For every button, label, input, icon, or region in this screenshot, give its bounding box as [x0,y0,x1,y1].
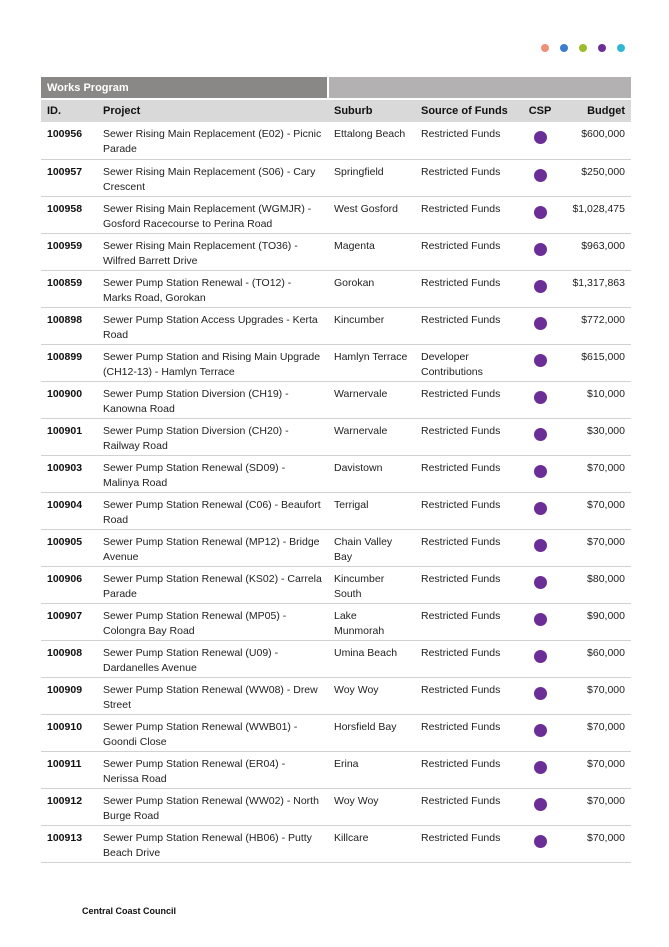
cell-csp [521,122,559,159]
cell-source: Restricted Funds [415,159,521,196]
csp-dot-icon [534,280,547,293]
table-title: Works Program [41,77,328,99]
table-row [41,677,631,714]
cell-source: Restricted Funds [415,529,521,566]
cell-budget: $615,000 [559,344,631,381]
cell-id: 100908 [41,640,97,677]
table-row [41,122,631,159]
cell-source: Restricted Funds [415,825,521,862]
cell-source: Restricted Funds [415,714,521,751]
cell-source: Restricted Funds [415,751,521,788]
cell-id: 100901 [41,418,97,455]
table-row [41,307,631,344]
cell-project: Sewer Pump Station Renewal (WW02) - North Burge Road [97,788,328,825]
cell-suburb: Woy Woy [328,788,415,825]
csp-dot-icon [534,724,547,737]
table-row [41,714,631,751]
cell-suburb: Gorokan [328,270,415,307]
cell-budget: $70,000 [559,529,631,566]
cell-budget: $1,317,863 [559,270,631,307]
cell-id: 100957 [41,159,97,196]
cell-csp [521,233,559,270]
cell-budget: $70,000 [559,455,631,492]
csp-dot-icon [534,835,547,848]
table-title-row [41,77,631,99]
cell-csp [521,270,559,307]
cell-csp [521,788,559,825]
cell-project: Sewer Pump Station Renewal (MP05) - Colongra Bay Road [97,603,328,640]
cell-suburb: Umina Beach [328,640,415,677]
table-row [41,270,631,307]
cell-project: Sewer Pump Station Renewal (U09) - Dardanelles Avenue [97,640,328,677]
cell-project: Sewer Pump Station Diversion (CH20) - Railway Road [97,418,328,455]
table-row [41,529,631,566]
cell-id: 100906 [41,566,97,603]
cell-project: Sewer Pump Station Access Upgrades - Kerta Road [97,307,328,344]
csp-dot-icon [534,539,547,552]
cell-project: Sewer Pump Station Renewal (C06) - Beaufort Road [97,492,328,529]
cell-source: Restricted Funds [415,455,521,492]
cell-budget: $30,000 [559,418,631,455]
cell-id: 100959 [41,233,97,270]
header-project: Project [97,99,328,122]
csp-dot-icon [534,206,547,219]
cell-project: Sewer Rising Main Replacement (E02) - Picnic Parade [97,122,328,159]
cell-csp [521,640,559,677]
cell-source: Restricted Funds [415,270,521,307]
cell-project: Sewer Pump Station Renewal (WW08) - Drew Street [97,677,328,714]
cell-suburb: Springfield [328,159,415,196]
cell-suburb: Chain Valley Bay [328,529,415,566]
cell-csp [521,344,559,381]
cell-budget: $70,000 [559,714,631,751]
cell-budget: $70,000 [559,751,631,788]
cell-budget: $80,000 [559,566,631,603]
cell-suburb: West Gosford [328,196,415,233]
cell-source: Restricted Funds [415,677,521,714]
cell-id: 100907 [41,603,97,640]
cell-source: Restricted Funds [415,492,521,529]
cell-project: Sewer Pump Station Renewal (ER04) - Nerissa Road [97,751,328,788]
cell-project: Sewer Rising Main Replacement (TO36) - Wilfred Barrett Drive [97,233,328,270]
cell-project: Sewer Pump Station Diversion (CH19) - Kanowna Road [97,381,328,418]
cell-csp [521,751,559,788]
csp-dot-icon [534,798,547,811]
dot-icon [598,44,606,52]
csp-dot-icon [534,761,547,774]
cell-project: Sewer Pump Station and Rising Main Upgrade (CH12-13) - Hamlyn Terrace [97,344,328,381]
cell-source: Restricted Funds [415,233,521,270]
table-row [41,788,631,825]
cell-id: 100911 [41,751,97,788]
cell-suburb: Woy Woy [328,677,415,714]
cell-budget: $70,000 [559,492,631,529]
cell-budget: $250,000 [559,159,631,196]
cell-budget: $70,000 [559,677,631,714]
cell-budget: $600,000 [559,122,631,159]
cell-csp [521,418,559,455]
cell-source: Restricted Funds [415,603,521,640]
cell-project: Sewer Pump Station Renewal (WWB01) - Goondi Close [97,714,328,751]
cell-csp [521,603,559,640]
cell-id: 100909 [41,677,97,714]
dot-icon [541,44,549,52]
csp-dot-icon [534,465,547,478]
cell-budget: $70,000 [559,788,631,825]
cell-suburb: Horsfield Bay [328,714,415,751]
csp-dot-icon [534,243,547,256]
cell-id: 100898 [41,307,97,344]
cell-suburb: Erina [328,751,415,788]
cell-id: 100913 [41,825,97,862]
cell-project: Sewer Pump Station Renewal - (TO12) - Marks Road, Gorokan [97,270,328,307]
cell-source: Restricted Funds [415,640,521,677]
cell-project: Sewer Pump Station Renewal (KS02) - Carrela Parade [97,566,328,603]
cell-project: Sewer Rising Main Replacement (WGMJR) - Gosford Racecourse to Perina Road [97,196,328,233]
csp-dot-icon [534,576,547,589]
dot-icon [617,44,625,52]
cell-project: Sewer Rising Main Replacement (S06) - Cary Crescent [97,159,328,196]
header-csp: CSP [521,99,559,122]
csp-dot-icon [534,613,547,626]
table-row [41,603,631,640]
csp-dot-icon [534,391,547,404]
csp-dot-icon [534,169,547,182]
cell-suburb: Hamlyn Terrace [328,344,415,381]
table-row [41,825,631,862]
table-body [41,122,631,862]
table-row [41,196,631,233]
cell-csp [521,381,559,418]
cell-id: 100910 [41,714,97,751]
cell-csp [521,455,559,492]
cell-id: 100859 [41,270,97,307]
csp-dot-icon [534,131,547,144]
cell-suburb: Magenta [328,233,415,270]
cell-budget: $772,000 [559,307,631,344]
header-budget: Budget [559,99,631,122]
cell-source: Restricted Funds [415,566,521,603]
cell-csp [521,492,559,529]
cell-suburb: Warnervale [328,418,415,455]
cell-budget: $963,000 [559,233,631,270]
table-row [41,566,631,603]
csp-dot-icon [534,687,547,700]
cell-source: Restricted Funds [415,196,521,233]
csp-dot-icon [534,502,547,515]
cell-suburb: Kincumber [328,307,415,344]
cell-csp [521,825,559,862]
csp-dot-icon [534,650,547,663]
cell-budget: $60,000 [559,640,631,677]
cell-suburb: Killcare [328,825,415,862]
cell-id: 100904 [41,492,97,529]
csp-dot-icon [534,317,547,330]
table-row [41,751,631,788]
cell-source: Restricted Funds [415,381,521,418]
cell-id: 100900 [41,381,97,418]
table-header-row [41,99,631,122]
dot-icon [579,44,587,52]
table-row [41,159,631,196]
header-id: ID. [41,99,97,122]
cell-project: Sewer Pump Station Renewal (SD09) - Malinya Road [97,455,328,492]
cell-budget: $10,000 [559,381,631,418]
cell-id: 100899 [41,344,97,381]
cell-id: 100956 [41,122,97,159]
cell-source: Developer Contributions [415,344,521,381]
cell-csp [521,196,559,233]
cell-csp [521,529,559,566]
cell-suburb: Kincumber South [328,566,415,603]
cell-csp [521,307,559,344]
footer-org-name: Central Coast Council [82,906,177,916]
table-title-filler [328,77,631,99]
works-program-table [41,77,631,863]
table-row [41,233,631,270]
cell-suburb: Warnervale [328,381,415,418]
cell-project: Sewer Pump Station Renewal (HB06) - Putty Beach Drive [97,825,328,862]
table-row [41,640,631,677]
cell-suburb: Davistown [328,455,415,492]
header-suburb: Suburb [328,99,415,122]
cell-id: 100958 [41,196,97,233]
cell-suburb: Lake Munmorah [328,603,415,640]
cell-id: 100912 [41,788,97,825]
cell-csp [521,677,559,714]
cell-source: Restricted Funds [415,122,521,159]
cell-id: 100905 [41,529,97,566]
table-row [41,455,631,492]
table-row [41,492,631,529]
cell-suburb: Ettalong Beach [328,122,415,159]
cell-budget: $90,000 [559,603,631,640]
table-row [41,344,631,381]
decorative-dots [541,44,625,52]
cell-csp [521,566,559,603]
table-row [41,418,631,455]
cell-suburb: Terrigal [328,492,415,529]
cell-budget: $1,028,475 [559,196,631,233]
csp-dot-icon [534,428,547,441]
table-row [41,381,631,418]
cell-csp [521,714,559,751]
cell-csp [521,159,559,196]
cell-source: Restricted Funds [415,788,521,825]
header-source: Source of Funds [415,99,521,122]
cell-source: Restricted Funds [415,307,521,344]
csp-dot-icon [534,354,547,367]
cell-budget: $70,000 [559,825,631,862]
cell-id: 100903 [41,455,97,492]
dot-icon [560,44,568,52]
cell-project: Sewer Pump Station Renewal (MP12) - Bridge Avenue [97,529,328,566]
cell-source: Restricted Funds [415,418,521,455]
